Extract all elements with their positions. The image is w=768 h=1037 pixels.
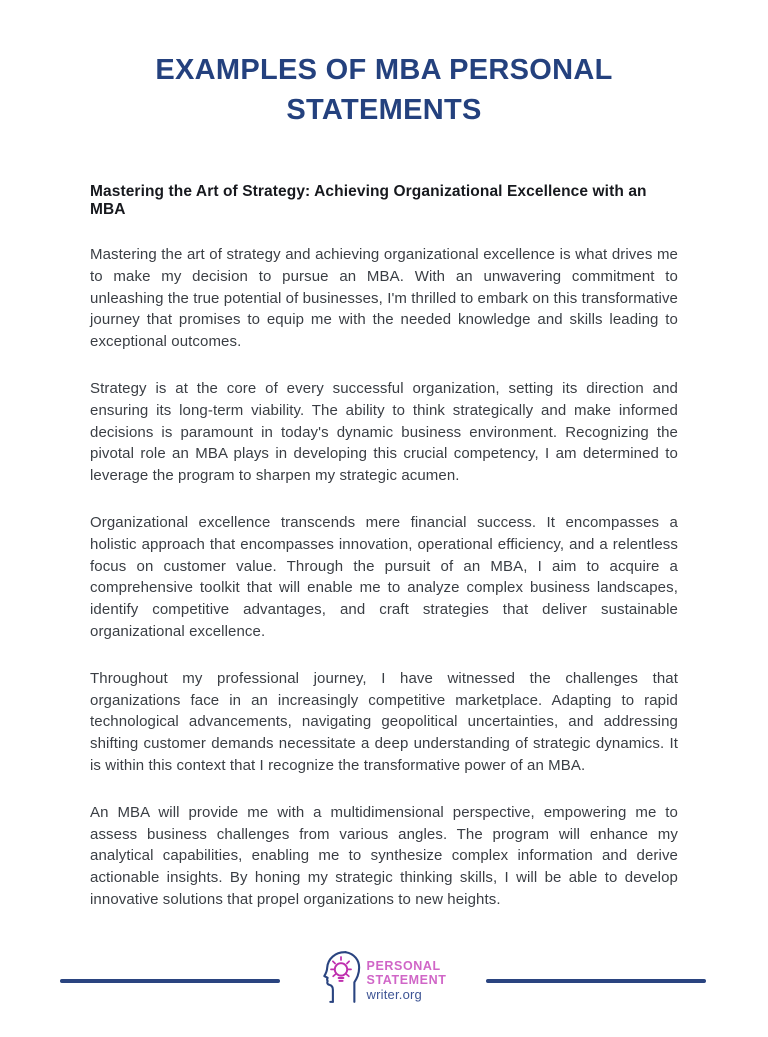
brand-logo bbox=[320, 948, 447, 1013]
brand-wordmark bbox=[367, 959, 447, 1003]
brand-word-writerorg: writer.org bbox=[366, 986, 422, 1002]
brand-word-personal: PERSONAL bbox=[366, 958, 441, 973]
brand-word-statement: STATEMENT bbox=[366, 973, 447, 988]
footer-rule-left bbox=[60, 979, 280, 983]
statement-heading: Mastering the Art of Strategy: Achieving Organizational Excellence with an MBA bbox=[90, 183, 647, 219]
statement-paragraph: Organizational excellence transcends mere financial success. It encompasses a holistic approach that encompasses innovation, operational efficiency, and a relentless focus on customer value. Through the pursuit of an MBA, I aim to acquire a comprehensive toolkit that will enable me to analyze complex business landscapes, identify competitive advantages, and craft strategies that deliver sustainable organizational excellence. bbox=[90, 514, 678, 640]
head-with-lightbulb-icon bbox=[320, 948, 362, 1013]
statement-article bbox=[90, 130, 678, 911]
statement-paragraph: Strategy is at the core of every successful organization, setting its direction and ensuring its long-term viability. The ability to think strategically and make informed decisions is paramount in today's dynamic business environment. Recognizing the pivotal role an MBA plays in developing this crucial competency, I am determined to leverage the program to sharpen my strategic acumen. bbox=[90, 380, 678, 485]
statement-paragraph: Mastering the art of strategy and achieving organizational excellence is what drives me to make my decision to pursue an MBA. With an unwavering commitment to unleashing the true potential of businesses, I'm thrilled to embark on this transformative journey that promises to equip me with the needed knowledge and skills leading to exceptional outcomes. bbox=[90, 246, 679, 351]
footer-rule-right bbox=[486, 979, 706, 983]
page-title: EXAMPLES OF MBA PERSONAL STATEMENTS bbox=[155, 54, 613, 127]
statement-paragraph: Throughout my professional journey, I have witnessed the challenges that organizations face in an increasingly competitive marketplace. Adapting to rapid technological advancements, navigating geopolitical uncertainties, and addressing shifting customer demands necessitate a deep understanding of strategic dynamics. It is within this context that I recognize the transformative power of an MBA. bbox=[90, 669, 678, 774]
footer bbox=[60, 948, 706, 1013]
statement-paragraph: An MBA will provide me with a multidimensional perspective, empowering me to assess business challenges from various angles. The program will enhance my analytical capabilities, enabling me to synthesize complex information and derive actionable insights. By honing my strategic thinking skills, I will be able to develop innovative solutions that propel organizations to new heights. bbox=[90, 803, 678, 908]
